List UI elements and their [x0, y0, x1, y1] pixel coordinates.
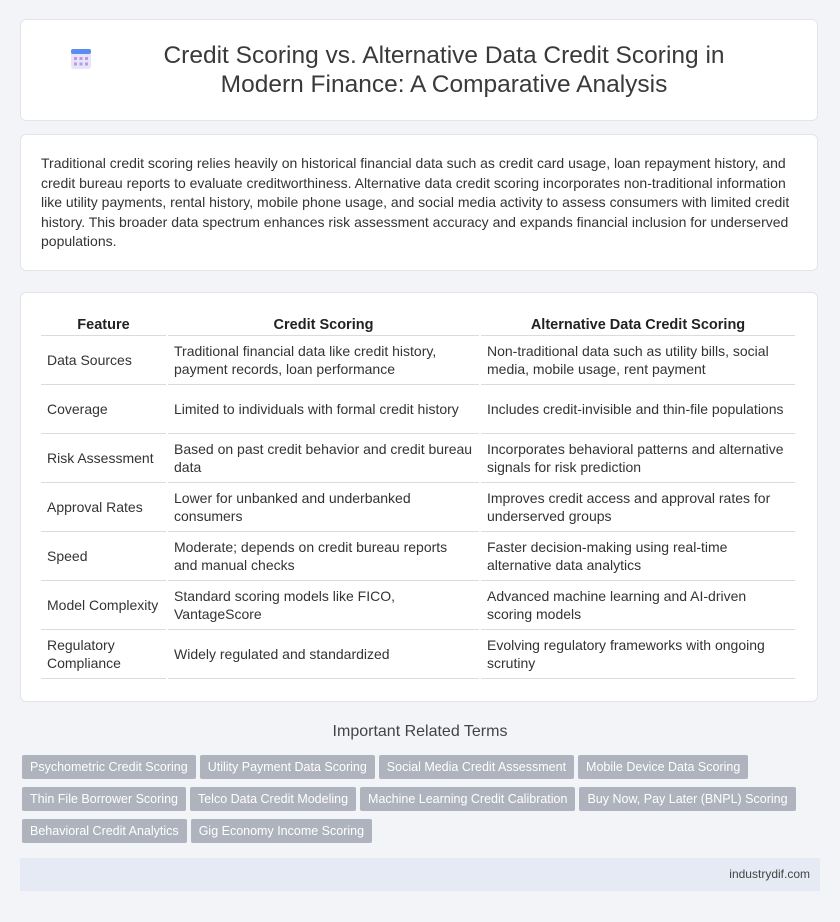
feature-cell: Approval Rates [41, 483, 166, 532]
comparison-table [39, 315, 797, 679]
alternative-data-cell: Improves credit access and approval rates for underserved groups [481, 483, 795, 532]
related-terms-title: Important Related Terms [332, 723, 508, 740]
intro-card [20, 134, 818, 271]
page-title: Credit Scoring vs. Alternative Data Credit Scoring in Modern Finance: A Comparative Analysis [163, 42, 725, 98]
credit-scoring-cell: Widely regulated and standardized [168, 630, 479, 679]
table-row [41, 336, 795, 385]
header-card [20, 19, 818, 121]
related-term-tag[interactable]: Telco Data Credit Modeling [190, 787, 356, 811]
credit-scoring-cell: Based on past credit behavior and credit bureau data [168, 434, 479, 483]
credit-scoring-cell: Lower for unbanked and underbanked consumers [168, 483, 479, 532]
comparison-table-card [20, 292, 818, 702]
alternative-data-cell: Evolving regulatory frameworks with ongoing scrutiny [481, 630, 795, 679]
credit-scoring-cell: Limited to individuals with formal credit history [168, 385, 479, 434]
alternative-data-cell: Faster decision-making using real-time alternative data analytics [481, 532, 795, 581]
footer [20, 858, 820, 891]
credit-scoring-cell: Standard scoring models like FICO, VantageScore [168, 581, 479, 630]
feature-cell: Risk Assessment [41, 434, 166, 483]
alternative-data-cell: Includes credit-invisible and thin-file populations [481, 385, 795, 434]
related-term-tag[interactable]: Behavioral Credit Analytics [22, 819, 187, 843]
feature-cell: Speed [41, 532, 166, 581]
table-row [41, 385, 795, 434]
related-term-tag[interactable]: Psychometric Credit Scoring [22, 755, 196, 779]
header-feature: Feature [41, 315, 166, 336]
document-icon [69, 47, 93, 76]
alternative-data-cell: Incorporates behavioral patterns and alternative signals for risk prediction [481, 434, 795, 483]
header-alternative-data: Alternative Data Credit Scoring [481, 315, 795, 336]
table-row [41, 483, 795, 532]
related-term-tag[interactable]: Thin File Borrower Scoring [22, 787, 186, 811]
feature-cell: Data Sources [41, 336, 166, 385]
related-term-tag[interactable]: Gig Economy Income Scoring [191, 819, 372, 843]
footer-site-link[interactable]: industrydif.com [729, 867, 810, 881]
related-term-tag[interactable]: Mobile Device Data Scoring [578, 755, 748, 779]
alternative-data-cell: Advanced machine learning and AI-driven scoring models [481, 581, 795, 630]
credit-scoring-cell: Moderate; depends on credit bureau reports and manual checks [168, 532, 479, 581]
table-row [41, 630, 795, 679]
related-term-tag[interactable]: Utility Payment Data Scoring [200, 755, 375, 779]
related-term-tag[interactable]: Social Media Credit Assessment [379, 755, 574, 779]
related-term-tag[interactable]: Machine Learning Credit Calibration [360, 787, 575, 811]
credit-scoring-cell: Traditional financial data like credit history, payment records, loan performance [168, 336, 479, 385]
feature-cell: Coverage [41, 385, 166, 434]
table-row [41, 581, 795, 630]
feature-cell: Model Complexity [41, 581, 166, 630]
intro-text: Traditional credit scoring relies heavily on historical financial data such as credit card usage, loan repayment history, and credit bureau reports to evaluate creditworthiness. Alternative data credit scoring incorporates non-traditional information like utility payments, rental history, mobile phone usage, and social media activity to assess consumers with limited credit history. This broader data spectrum enhances risk assessment accuracy and expands financial inclusion for underserved populations. [41, 155, 790, 249]
related-terms-list [22, 755, 802, 851]
alternative-data-cell: Non-traditional data such as utility bills, social media, mobile usage, rent payment [481, 336, 795, 385]
table-header-row [41, 315, 795, 336]
feature-cell: Regulatory Compliance [41, 630, 166, 679]
header-credit-scoring: Credit Scoring [168, 315, 479, 336]
table-row [41, 434, 795, 483]
table-row [41, 532, 795, 581]
related-term-tag[interactable]: Buy Now, Pay Later (BNPL) Scoring [579, 787, 795, 811]
